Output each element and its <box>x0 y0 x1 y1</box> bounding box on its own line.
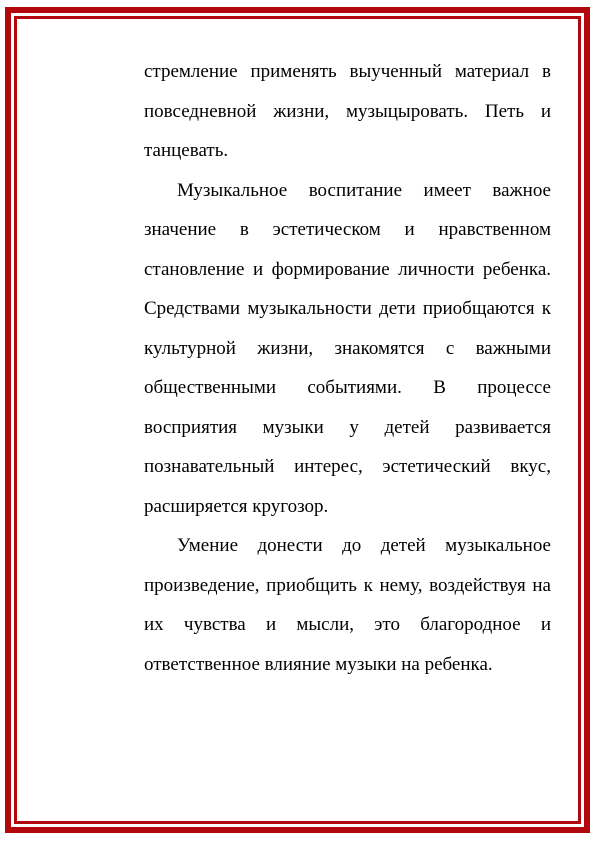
document-body <box>144 52 551 684</box>
paragraph-music-education: Музыкальное воспитание имеет важное значение в эстетическом и нравственном становление и формирование личности ребенка. Средствами музыкальности дети приобщаются к культурной жизни, знакомятся с важными общественными событиями. В процессе восприятия музыки у детей развивается познавательный интерес, эстетический вкус, расширяется кругозор. <box>144 179 551 517</box>
paragraph-continuation: стремление применять выученный материал в повседневной жизни, музыцыровать. Петь и танцевать. <box>144 61 551 161</box>
paragraph-conveying-music: Умение донести до детей музыкальное произведение, приобщить к нему, воздействуя на их чувства и мысли, это благородное и ответственное влияние музыки на ребенка. <box>144 535 551 675</box>
